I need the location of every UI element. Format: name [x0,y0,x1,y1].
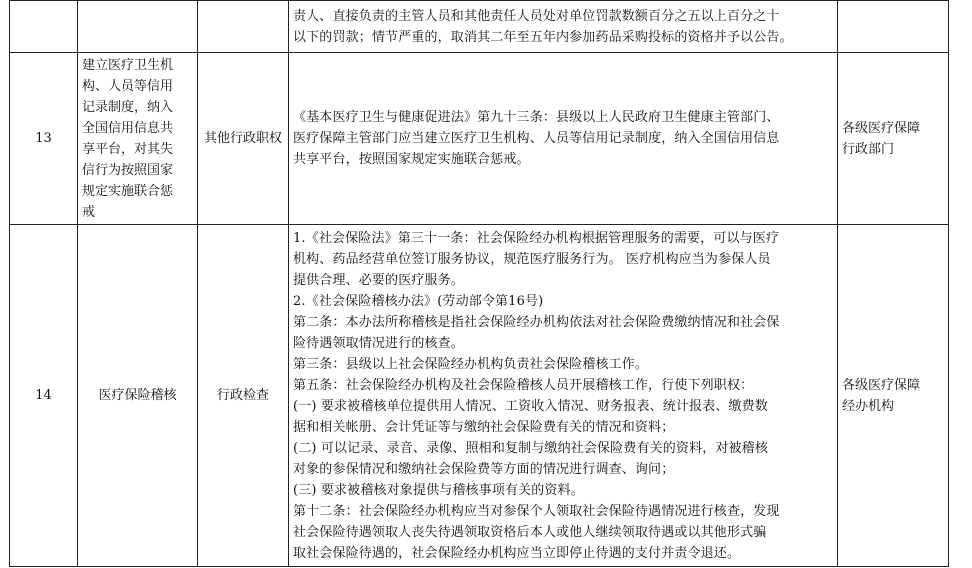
legal-basis-line: 社会保险待遇领取人丧失待遇领取资格后本人或他人继续领取待遇或以其他形式骗 [293,524,767,540]
legal-basis-line: 第三条：县级以上社会保险经办机构负责社会保险稽核工作。 [293,356,649,372]
legal-basis-cell [289,53,838,225]
item-name-line: 记录制度，纳入 [82,99,174,115]
item-name-line: 建立医疗卫生机 [82,57,174,73]
item-name-cell [78,1,198,53]
legal-basis-line: 据和相关帐册、会计凭证等与缴纳社会保险费有关的情况和资料； [293,419,675,435]
item-name-line: 享平台，对其失 [82,141,174,157]
legal-basis-line: (一) 要求被稽核单位提供用人情况、工资收入情况、财务报表、统计报表、缴费数 [293,398,768,414]
item-name-line: 全国信用信息共 [82,120,174,136]
table-row [10,225,949,567]
responsible-dept-line: 行政部门 [842,141,895,157]
legal-basis-line: 医疗保障主管部门应当建立医疗卫生机构、人员等信用记录制度，纳入全国信用信息 [293,131,780,146]
item-name-cell [78,225,198,567]
legal-basis-line: 共享平台，按照国家规定实施联合惩戒。 [293,152,530,167]
legal-basis-line: 责人、直接负责的主管人员和其他责任人员处对单位罚款数额百分之五以上百分之十 [293,8,780,24]
legal-basis-line: 险待遇领取情况进行的核查。 [293,335,464,351]
responsible-dept-line: 各级医疗保障 [842,377,921,393]
item-name-line: 构、人员等信用 [82,78,174,94]
responsible-dept-cell [838,53,949,225]
legal-basis-line: 提供合理、必要的医疗服务。 [293,272,464,288]
legal-basis-line: 《基本医疗卫生与健康促进法》第九十三条：县级以上人民政府卫生健康主管部门、 [293,110,780,125]
regulation-table [9,0,949,567]
legal-basis-line: 取社会保险待遇的，社会保险经办机构应当立即停止待遇的支付并责令退还。 [293,545,741,561]
power-type-cell [198,1,289,53]
item-name-line: 规定实施联合惩 [82,183,174,199]
legal-basis-line: 2.《社会保险稽核办法》(劳动部令第16号) [293,293,544,309]
legal-basis-cell [289,225,838,567]
legal-basis-line: 对象的参保情况和缴纳社会保险费等方面的情况进行调查、询问； [293,461,675,477]
row-number-cell: 14 [10,225,78,567]
table-row [10,1,949,53]
item-name-line: 戒 [82,204,96,220]
responsible-dept-line: 经办机构 [842,398,895,414]
item-name-line: 医疗保险稽核 [98,388,177,403]
legal-basis-line: 第五条：社会保险经办机构及社会保险稽核人员开展稽核工作，行使下列职权： [293,377,754,393]
responsible-dept-cell [838,225,949,567]
item-name-line: 信行为按照国家 [82,162,174,178]
legal-basis-line: (三) 要求被稽核对象提供与稽核事项有关的资料。 [293,482,584,498]
legal-basis-line: (二) 可以记录、录音、录像、照相和复制与缴纳社会保险费有关的资料，对被稽核 [293,440,768,456]
responsible-dept-line: 各级医疗保障 [842,120,921,136]
responsible-dept-cell [838,1,949,53]
item-name-cell [78,53,198,225]
legal-basis-line: 第二条：本办法所称稽核是指社会保险经办机构依法对社会保险费缴纳情况和社会保 [293,314,780,330]
row-number-cell [10,1,78,53]
legal-basis-cell [289,1,838,53]
power-type-cell: 行政检查 [198,225,289,567]
legal-basis-line: 机构、药品经营单位签订服务协议，规范医疗服务行为。 医疗机构应当为参保人员 [293,251,771,267]
legal-basis-line: 以下的罚款；情节严重的，取消其二年至五年内参加药品采购投标的资格并予以公告。 [293,29,793,45]
legal-basis-line: 第十二条：社会保险经办机构应当对参保个人领取社会保险待遇情况进行核查，发现 [293,503,780,519]
table-row [10,53,949,225]
row-number-cell: 13 [10,53,78,225]
legal-basis-line: 1.《社会保险法》第三十一条：社会保险经办机构根据管理服务的需要，可以与医疗 [293,230,780,246]
power-type-cell: 其他行政职权 [198,53,289,225]
